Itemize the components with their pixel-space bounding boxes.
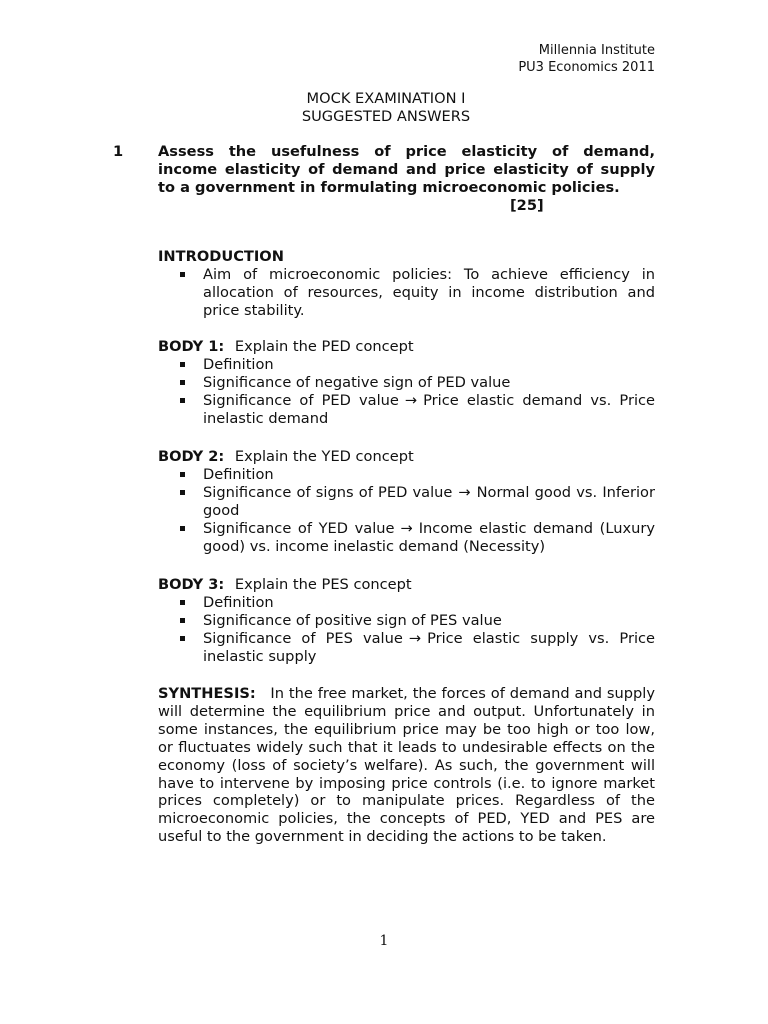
bullet-text: Significance of negative sign of PED value (203, 374, 511, 391)
list-item (158, 466, 655, 484)
bullet-icon (180, 526, 185, 531)
bullet-text: Definition (203, 594, 274, 611)
bullet-icon (180, 272, 185, 277)
list-item (158, 356, 655, 374)
bullet-text: Significance of signs of PED value (203, 484, 453, 501)
bullet-text: Significance of YED value (203, 520, 395, 537)
list-item (158, 520, 655, 556)
bullet-text: Normal good vs. Inferior good (203, 484, 655, 519)
bullet-text: Income elastic demand (Luxury good) vs. income inelastic demand (Necessity) (203, 520, 655, 555)
arrow-right-icon: → (408, 630, 422, 647)
list-item (158, 392, 655, 428)
synthesis-text: In the free market, the forces of demand and supply will determine the equilibrium price and output. Unfortunately in some instances, the equilibrium price may be too high or too low, or fluctuates widely such that it leads to undesirable effects on the economy (loss of society’s welfare). As such, the government will have to intervene by imposing price controls (i.e. to ignore market prices completely) or to manipulate prices. Regardless of the microeconomic policies, the concepts of PED, YED and PES are useful to the government in deciding the actions to be taken. (158, 685, 655, 846)
body3-heading (158, 576, 655, 594)
course-name: PU3 Economics 2011 (518, 60, 655, 75)
bullet-text: Price elastic supply vs. Price inelastic supply (203, 630, 655, 665)
question-line-3: to a government in formulating microeconomic policies. (158, 179, 620, 196)
body2-label: BODY 2: (158, 448, 225, 465)
body1-heading (158, 338, 655, 356)
bullet-icon (180, 398, 185, 403)
bullet-icon (180, 472, 185, 477)
synthesis-section (158, 685, 655, 846)
bullet-icon (180, 362, 185, 367)
bullet-text: Significance of PED value (203, 392, 399, 409)
bullet-text: Price elastic demand vs. Price inelastic demand (203, 392, 655, 427)
arrow-right-icon: → (458, 484, 471, 501)
institute-name: Millennia Institute (538, 43, 655, 58)
title-line-2: SUGGESTED ANSWERS (301, 108, 471, 125)
bullet-text: Aim of microeconomic policies: To achieve efficiency in allocation of resources, equity in income distribution and price stability. (203, 266, 655, 319)
arrow-right-icon: → (400, 520, 413, 537)
question-number: 1 (113, 143, 124, 160)
question-line-1: Assess the usefulness of price elasticity of demand, (158, 143, 655, 160)
bullet-icon (180, 490, 185, 495)
page-number: 1 (379, 933, 389, 949)
list-item (158, 612, 655, 630)
synthesis-label: SYNTHESIS: (158, 685, 256, 702)
body1-label: BODY 1: (158, 338, 225, 355)
list-item (158, 484, 655, 520)
body1-title: Explain the PED concept (234, 338, 414, 355)
document-title (296, 90, 476, 126)
page-header (518, 42, 655, 76)
bullet-icon (180, 600, 185, 605)
question-line-2: income elasticity of demand and price elasticity of supply (158, 161, 655, 178)
bullet-text: Definition (203, 356, 274, 373)
bullet-icon (180, 636, 185, 641)
list-item (158, 594, 655, 612)
introduction-section (158, 248, 655, 320)
bullet-text: Definition (203, 466, 274, 483)
question-text (158, 143, 655, 197)
title-line-1: MOCK EXAMINATION I (306, 90, 466, 107)
list-item (158, 374, 655, 392)
bullet-text: Significance of positive sign of PES value (203, 612, 502, 629)
body2-section (158, 448, 655, 556)
list-item (158, 630, 655, 666)
arrow-right-icon: → (404, 392, 418, 409)
body2-title: Explain the YED concept (234, 448, 414, 465)
bullet-icon (180, 380, 185, 385)
list-item (158, 266, 655, 320)
body3-section (158, 576, 655, 666)
bullet-text: Significance of PES value (203, 630, 403, 647)
body3-label: BODY 3: (158, 576, 225, 593)
body2-heading (158, 448, 655, 466)
bullet-icon (180, 618, 185, 623)
introduction-heading: INTRODUCTION (158, 248, 284, 265)
question-marks: [25] (510, 197, 544, 214)
body1-section (158, 338, 655, 428)
body3-title: Explain the PES concept (234, 576, 412, 593)
